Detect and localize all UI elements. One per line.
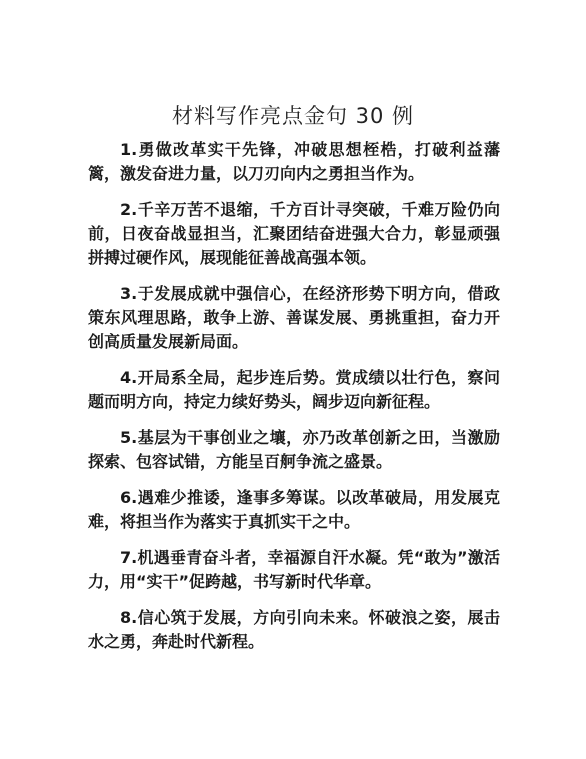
paragraph-6: 6.遇难少推诿，逢事多筹谋。以改革破局，用发展克难，将担当作为落实于真抓实干之中。 [88,488,500,531]
document-title: 材料写作亮点金句 30 例 [171,104,415,128]
paragraph-1: 1.勇做改革实干先锋，冲破思想桎梏，打破利益藩篱，激发奋进力量，以刀刃向内之勇担当作为。 [88,140,500,183]
paragraph-2: 2.千辛万苦不退缩，千方百计寻突破，千难万险仍向前，日夜奋战显担当，汇聚团结奋进强大合力，彰显顽强拼搏过硬作风，展现能征善战高强本领。 [88,200,500,267]
paragraph-4: 4.开局系全局，起步连后势。赏成绩以壮行色，察问题而明方向，持定力续好势头，阔步迈向新征程。 [88,368,500,411]
paragraph-5: 5.基层为干事创业之壤，亦乃改革创新之田，当激励探索、包容试错，方能呈百舸争流之盛景。 [88,428,500,471]
paragraph-7: 7.机遇垂青奋斗者，幸福源自汗水凝。凭“敢为”激活力，用“实干”促跨越，书写新时代华章。 [88,548,500,591]
paragraph-3: 3.于发展成就中强信心，在经济形势下明方向，借政策东风理思路，敢争上游、善谋发展、勇挑重担，奋力开创高质量发展新局面。 [88,284,500,351]
paragraph-8: 8.信心筑于发展，方向引向未来。怀破浪之姿，展击水之勇，奔赴时代新程。 [88,608,500,651]
paragraph-list [88,138,500,666]
